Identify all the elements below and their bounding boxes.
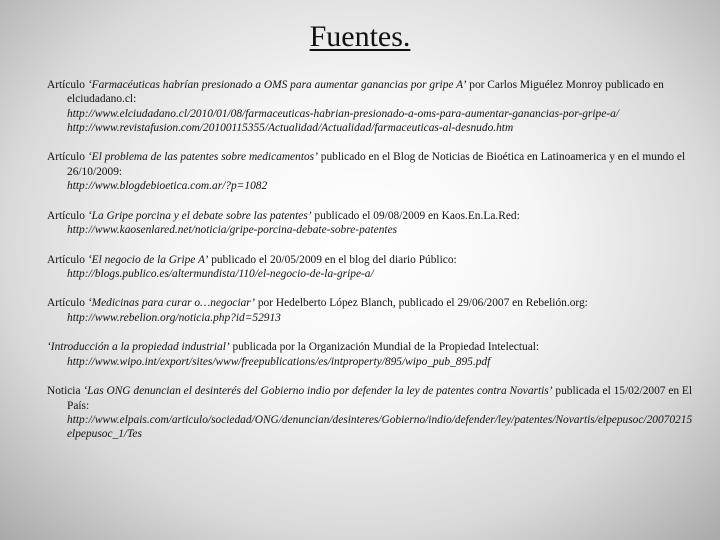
reference-title: ‘Medicinas para curar o…negociar’ [87,297,255,310]
reference-link[interactable]: http://www.rebelion.org/noticia.php?id=52913 [67,311,281,324]
reference-link[interactable]: http://www.kaosenlared.net/noticia/gripe-porcina-debate-sobre-patentes [67,223,398,236]
references-list [47,78,697,441]
reference-type: Artículo [47,151,88,164]
reference-title: ‘La Gripe porcina y el debate sobre las patentes’ [87,209,312,222]
reference-item [47,209,697,238]
reference-title: ‘Farmacéuticas habrían presionado a OMS para aumentar ganancias por gripe A’ [87,79,467,91]
reference-type: Noticia [47,385,84,398]
reference-type: Artículo [47,253,88,266]
reference-title: ‘El negocio de la Gripe A’ [87,253,209,266]
reference-title: ‘Las ONG denuncian el desinterés del Gobierno indio por defender la ley de patentes contra Novartis’ [83,385,553,398]
reference-link[interactable]: http://www.revistafusion.com/20100115355/Actualidad/Actualidad/farmaceuticas-al-desnudo.htm [67,121,514,134]
reference-details: por Hedelberto López Blanch, publicado el 29/06/2007 en Rebelión.org: [254,297,588,310]
page-title: Fuentes. [309,20,411,53]
reference-details: por Carlos Miguélez Monroy publicado en elciudadano.cl: [67,79,664,106]
reference-item [47,253,697,282]
reference-details: publicada el 15/02/2007 en El País: [67,385,693,412]
reference-type: Artículo [47,297,88,310]
reference-link[interactable]: http://blogs.publico.es/altermundista/110/el-negocio-de-la-gripe-a/ [67,267,374,280]
reference-item [47,384,697,441]
reference-details: publicado el 20/05/2009 en el blog del diario Público: [208,253,457,266]
reference-item [47,78,697,135]
reference-item [47,296,697,325]
reference-link[interactable]: http://www.wipo.int/export/sites/www/freepublications/es/intproperty/895/wipo_pub_895.pdf [67,355,491,368]
reference-item [47,340,697,369]
reference-item [47,150,697,193]
reference-type: Artículo [47,79,88,91]
reference-details: publicada por la Organización Mundial de la Propiedad Intelectual: [229,341,540,354]
reference-title: ‘Introducción a la propiedad industrial’ [47,341,230,354]
reference-link[interactable]: http://www.blogdebioetica.com.ar/?p=1082 [67,180,268,193]
reference-link[interactable]: http://www.elciudadano.cl/2010/01/08/farmaceuticas-habrian-presionado-a-oms-para-aumentar-ganancias-por-gripe-a/ [67,107,619,120]
reference-details: publicado el 09/08/2009 en Kaos.En.La.Red: [311,209,520,222]
reference-type: Artículo [47,209,88,222]
reference-title: ‘El problema de las patentes sobre medicamentos’ [87,151,318,164]
reference-details: publicado en el Blog de Noticias de Bioética en Latinoamerica y en el mundo el 26/10/2009: [67,151,686,178]
reference-link[interactable]: http://www.elpais.com/articulo/sociedad/ONG/denuncian/desinteres/Gobierno/indio/defender/ley/patentes/Novartis/elpepusoc/20070215elpepusoc_1/Tes [67,413,693,441]
